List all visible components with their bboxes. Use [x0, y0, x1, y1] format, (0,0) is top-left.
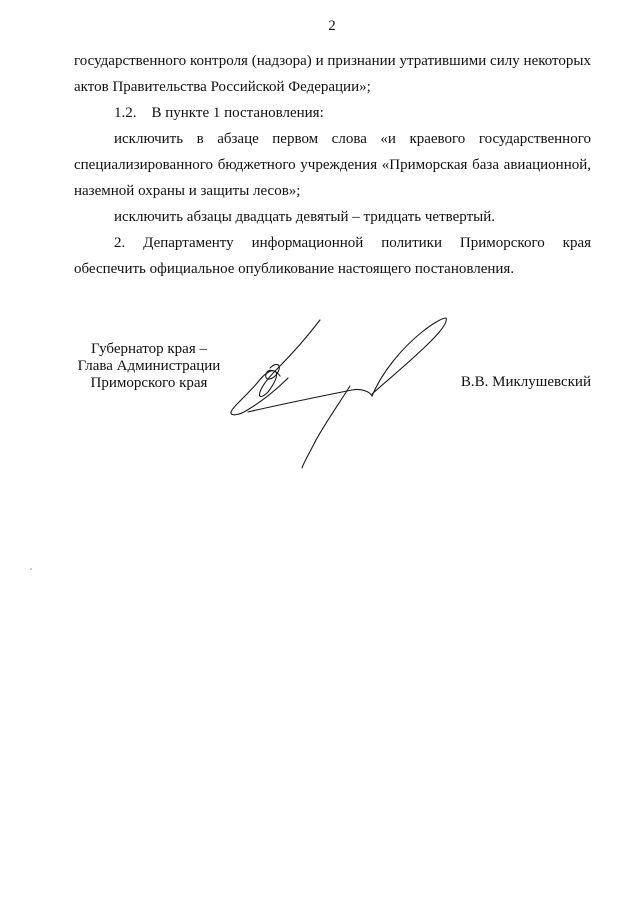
paragraph-exclude-words: исключить в абзаце первом слова «и краевого государственного специализированного бюджетного учреждения «Приморская база авиационной, наземной охраны и защиты лесов»;	[74, 131, 591, 199]
signatory-title-line: Приморского края	[90, 375, 208, 391]
document-body	[74, 48, 591, 282]
signatory-title-line: Губернатор края –	[91, 341, 207, 357]
scan-speck	[30, 568, 32, 570]
paragraph-exclude-clauses: исключить абзацы двадцать девятый – тридцать четвертый.	[114, 209, 495, 225]
page-number: 2	[328, 18, 336, 34]
signatory-name: В.В. Миклушевский	[460, 374, 591, 390]
signatory-title	[74, 341, 224, 392]
handwritten-signature	[222, 312, 452, 472]
paragraph-item-2-publication: 2. Департаменту информационной политики Приморского края обеспечить официальное опубликование настоящего постановления.	[74, 235, 591, 277]
paragraph-continuation: государственного контроля (надзора) и признании утратившими силу некоторых актов Правительства Российской Федерации»;	[74, 53, 591, 95]
signatory-title-line: Глава Администрации	[77, 358, 221, 374]
paragraph-item-1-2: 1.2. В пункте 1 постановления:	[114, 105, 324, 121]
